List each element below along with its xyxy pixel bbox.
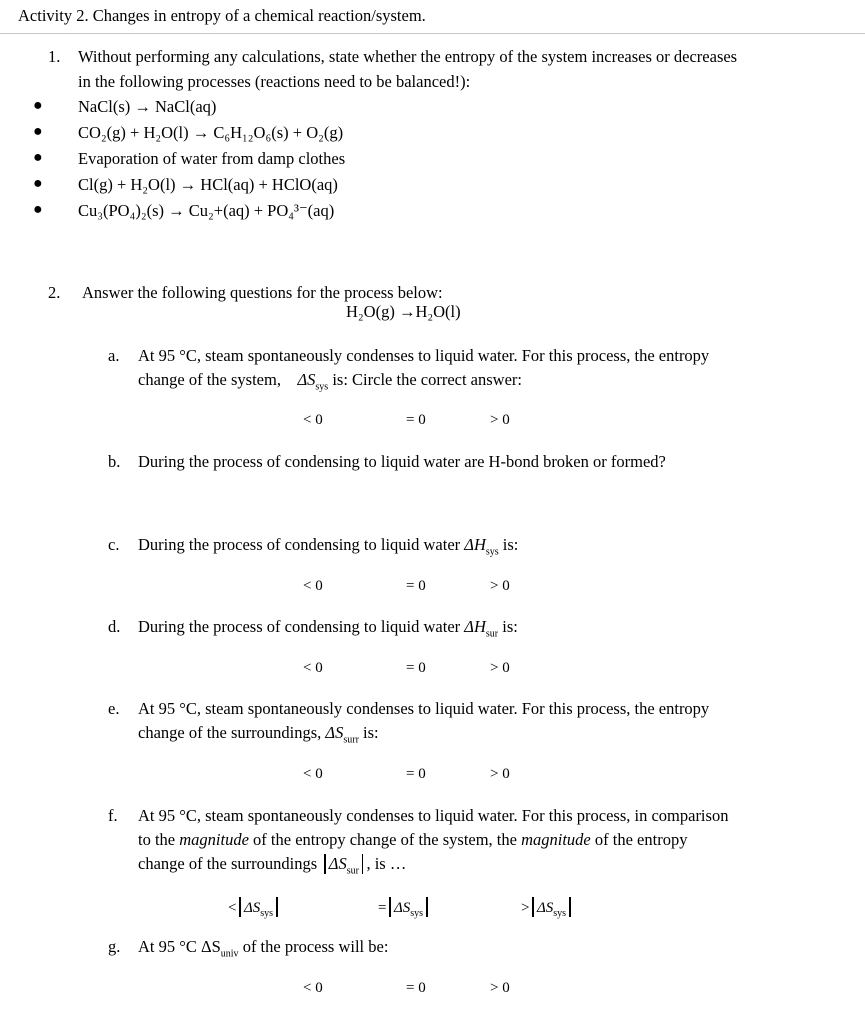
abs-bar-left	[324, 854, 326, 874]
q2f-letter: f.	[108, 806, 118, 825]
page-title: Activity 2. Changes in entropy of a chemical reaction/system.	[18, 6, 426, 25]
bullet-icon: ●	[33, 97, 43, 114]
q2f-line1: At 95 °C, steam spontaneously condenses to liquid water. For this process, in comparison	[138, 806, 729, 825]
q2g-option-greater[interactable]: > 0	[490, 980, 510, 996]
q2c-text: During the process of condensing to liquid water $\Delta H_{sys}$ is:	[138, 535, 519, 558]
q2-intro: Answer the following questions for the process below:	[82, 283, 443, 302]
q2a-option-equal[interactable]: = 0	[406, 412, 426, 428]
q2e-line2: change of the surroundings, $\Delta S_{surr}$ is:	[138, 723, 379, 746]
q1-item-3: Evaporation of water from damp clothes	[78, 149, 346, 168]
q1-item-1: NaCl(s) → NaCl(aq)	[78, 97, 217, 116]
q1-line1: Without performing any calculations, state whether the entropy of the system increases or decreases	[78, 47, 738, 66]
abs-bar-right	[276, 897, 278, 917]
q2e-line1: At 95 °C, steam spontaneously condenses to liquid water. For this process, the entropy	[138, 699, 710, 718]
bullet-icon: ●	[33, 123, 43, 140]
q2f-line2: to the magnitude of the entropy change of the system, the magnitude of the entropy	[138, 830, 688, 849]
q2d-option-less[interactable]: < 0	[303, 660, 323, 676]
q2f-line3: change of the surroundings $\Delta S_{sur}$ , is …	[138, 854, 407, 877]
q2e-letter: e.	[108, 699, 120, 718]
q2g-option-equal[interactable]: = 0	[406, 980, 426, 996]
bullet-icon: ●	[33, 149, 43, 166]
abs-bar-left	[389, 897, 391, 917]
q2g-option-less[interactable]: < 0	[303, 980, 323, 996]
q2e-option-equal[interactable]: = 0	[406, 766, 426, 782]
q1-item-4: Cl(g) + H₂O(l) → HCl(aq) + HClO(aq)	[78, 175, 338, 194]
abs-bar-left	[532, 897, 534, 917]
q2b-text: During the process of condensing to liquid water are H-bond broken or formed?	[138, 452, 666, 471]
q1-line2: in the following processes (reactions need to be balanced!):	[78, 72, 471, 91]
q2c-letter: c.	[108, 535, 120, 554]
q2a-line1: At 95 °C, steam spontaneously condenses to liquid water. For this process, the entropy	[138, 346, 710, 365]
q2e-option-greater[interactable]: > 0	[490, 766, 510, 782]
q2a-line2: change of the system, $\Delta S_{sys}$ is: Circle the correct answer:	[138, 370, 522, 393]
q2-reaction: H₂O(g) →H₂O(l)	[346, 302, 461, 321]
q2d-option-equal[interactable]: = 0	[406, 660, 426, 676]
q2b-letter: b.	[108, 452, 121, 471]
bullet-icon: ●	[33, 175, 43, 192]
q2f-option-greater[interactable]: > $\Delta S_{sys}$	[521, 897, 574, 918]
q1-item-2: CO₂(g) + H₂O(l) → C₆H₁₂O₆(s) + O₂(g)	[78, 123, 344, 142]
q2d-text: During the process of condensing to liquid water $\Delta H_{sur}$ is:	[138, 617, 518, 640]
abs-bar-right	[362, 854, 364, 874]
q2e-option-less[interactable]: < 0	[303, 766, 323, 782]
abs-bar-right	[426, 897, 428, 917]
q2c-option-greater[interactable]: > 0	[490, 578, 510, 594]
title-divider	[0, 33, 865, 34]
q2c-option-less[interactable]: < 0	[303, 578, 323, 594]
q2f-option-equal[interactable]: = $\Delta S_{sys}$	[378, 897, 431, 918]
q2a-option-less[interactable]: < 0	[303, 412, 323, 428]
abs-bar-right	[569, 897, 571, 917]
q2d-letter: d.	[108, 617, 121, 636]
q2c-option-equal[interactable]: = 0	[406, 578, 426, 594]
q1-item-5: Cu₃(PO₄)₂(s) → Cu₂+(aq) + PO₄³⁻(aq)	[78, 201, 335, 220]
q2f-option-less[interactable]: < $\Delta S_{sys}$	[228, 897, 281, 918]
q2-number: 2.	[48, 283, 61, 302]
q1-number: 1.	[48, 47, 61, 66]
q2a-option-greater[interactable]: > 0	[490, 412, 510, 428]
q2d-option-greater[interactable]: > 0	[490, 660, 510, 676]
q2g-letter: g.	[108, 937, 121, 956]
bullet-icon: ●	[33, 201, 43, 218]
q2a-letter: a.	[108, 346, 120, 365]
q2g-text: At 95 °C $\Delta S_{univ}$ of the process will be:	[138, 937, 389, 960]
abs-bar-left	[239, 897, 241, 917]
